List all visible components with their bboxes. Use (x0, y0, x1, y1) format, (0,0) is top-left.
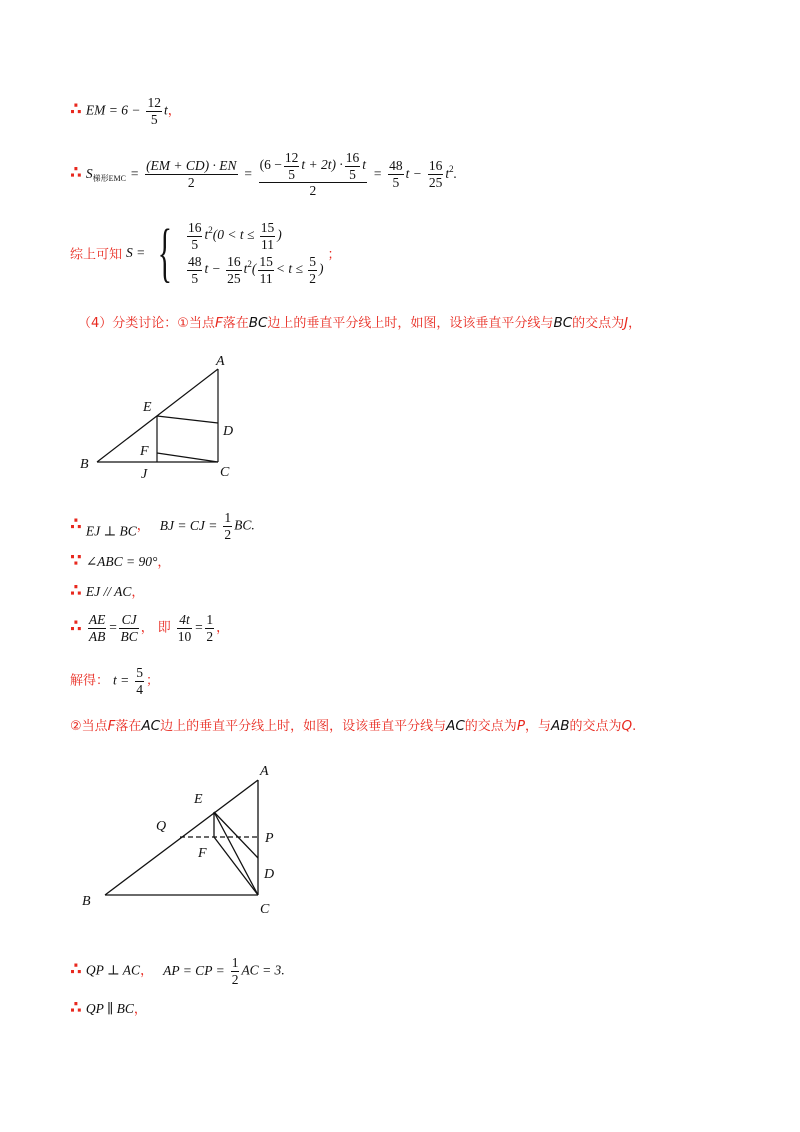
therefore-symbol: ∴ (70, 581, 82, 601)
numerator: 15 (260, 220, 275, 235)
therefore-symbol: ∴ (70, 99, 82, 120)
text: 的交点为 (572, 316, 625, 331)
var-t: t (204, 227, 209, 243)
solution-label: 解得： (70, 673, 110, 689)
var-t: t (445, 165, 450, 181)
eq-area (70, 150, 457, 199)
denominator: 2 (309, 183, 317, 199)
fraction (119, 612, 138, 644)
em-lhs: EM = 6 − (85, 102, 141, 118)
numerator: 5 (309, 254, 316, 270)
fraction (135, 665, 144, 697)
denominator: 11 (259, 270, 273, 286)
numerator: 16 (428, 158, 443, 174)
text: ，与 (524, 719, 551, 734)
label-q: Q (156, 819, 167, 834)
fraction (187, 220, 203, 252)
therefore-symbol: ∴ (70, 514, 82, 535)
numerator: 12 (284, 150, 299, 165)
namely-label: 即 (157, 620, 171, 636)
punct: . (251, 517, 255, 533)
condition-close: ) (277, 227, 282, 243)
condition: < t ≤ (275, 261, 303, 277)
num-part: (6 − (259, 157, 282, 173)
denominator: 2 (187, 174, 195, 190)
segment-label: AB (550, 718, 570, 734)
numerator: 16 (345, 150, 360, 165)
text: 边上的垂直平分线上时，如图，设该垂直平分线与 (160, 719, 447, 734)
numerator: 48 (389, 158, 403, 174)
punct: ， (140, 963, 154, 979)
text: . (632, 719, 637, 734)
punct: ； (146, 673, 160, 689)
denominator: 2 (206, 628, 214, 644)
statement: EJ // AC (85, 584, 132, 599)
numerator: (EM + CD) · EN (146, 158, 237, 174)
point-label: P (516, 718, 525, 734)
denominator: 25 (428, 174, 443, 190)
term: t − (204, 261, 221, 277)
punct: ， (133, 1002, 147, 1017)
var-t: t (163, 102, 168, 118)
area-symbol: S = (126, 245, 146, 261)
text: 落在 (222, 316, 249, 331)
numerator: 15 (259, 254, 273, 270)
label-a: A (216, 354, 225, 369)
area-symbol: S (85, 165, 93, 181)
term: t − (405, 165, 422, 181)
piecewise-summary (70, 218, 341, 288)
punct: ， (216, 620, 230, 636)
denominator: 5 (150, 111, 158, 127)
label-a: A (260, 764, 269, 779)
equals: = (129, 165, 140, 181)
numerator: 16 (227, 254, 241, 270)
case-discussion-1 (78, 312, 641, 331)
equals: = (194, 619, 204, 635)
denominator: AB (88, 628, 106, 644)
summary-label: 综上可知 (70, 247, 123, 263)
statement: BC (234, 517, 252, 533)
because-symbol: ∵ (70, 551, 82, 571)
figure-1 (70, 345, 270, 485)
punct: ； (327, 247, 341, 263)
fraction (146, 95, 162, 127)
eq-perp-1 (70, 510, 255, 542)
label-d: D (223, 424, 234, 439)
segment-ed (214, 812, 258, 858)
fraction (205, 612, 214, 644)
denominator: 4 (136, 681, 144, 697)
punct: ， (157, 555, 171, 570)
label-p: P (265, 831, 274, 846)
inner-fraction (345, 150, 361, 182)
equals: = (243, 165, 253, 181)
segment-label: BC (248, 315, 268, 331)
punct: ， (167, 103, 181, 119)
denominator: 2 (224, 526, 232, 542)
denominator: 5 (288, 166, 296, 182)
var-t: t (243, 261, 248, 277)
text: 边上的垂直平分线上时，如图，设该垂直平分线与 (267, 316, 554, 331)
point-label: J (624, 315, 629, 331)
text: 的交点为 (569, 719, 622, 734)
condition-close: ) (319, 261, 324, 277)
eq-parallel-2 (70, 998, 147, 1018)
condition: (0 < t ≤ (212, 227, 255, 243)
fraction (258, 254, 274, 286)
numerator: 1 (206, 612, 214, 627)
segment-label: BC (553, 315, 573, 331)
solution-1 (70, 665, 159, 697)
denominator: 2 (231, 971, 239, 987)
eq-ratio (70, 612, 229, 644)
fraction (259, 150, 367, 199)
statement: ∠ABC = 90° (85, 554, 158, 569)
exponent: 2 (208, 225, 213, 236)
eq-parallel-1 (70, 581, 144, 601)
label-f: F (198, 846, 207, 861)
fraction (226, 254, 242, 286)
segment-ed (157, 416, 218, 423)
statement: t = (113, 672, 130, 688)
fraction (388, 158, 404, 190)
segment-label: AC (446, 718, 465, 734)
numerator: CJ (119, 612, 138, 629)
label-b: B (80, 457, 89, 472)
statement: QP ∥ BC (85, 1001, 134, 1016)
statement: AP = CP = (163, 962, 225, 978)
punct: . (453, 165, 458, 181)
label-d: D (264, 867, 275, 882)
fraction (177, 612, 193, 644)
fraction (223, 510, 232, 542)
text: ， (628, 316, 642, 331)
numerator: 12 (147, 95, 161, 110)
denominator: 11 (260, 236, 274, 252)
denominator: BC (120, 628, 138, 644)
denominator: 25 (227, 270, 241, 286)
cases (185, 218, 324, 288)
fraction (428, 158, 444, 190)
denominator: 10 (177, 628, 192, 644)
punct: . (281, 962, 285, 978)
numerator: 4t (177, 612, 193, 629)
point-label: Q (621, 718, 633, 734)
fraction (88, 612, 107, 644)
segment-fc (214, 837, 258, 895)
therefore-symbol: ∴ (70, 162, 82, 183)
exponent: 2 (247, 259, 252, 270)
numerator: 48 (187, 254, 202, 270)
eq-angle (70, 551, 170, 571)
punct: ， (131, 585, 145, 600)
point-label: F (214, 315, 223, 331)
text: （4）分类讨论：①当点 (78, 316, 215, 331)
left-brace: { (157, 216, 173, 290)
denominator: 2 (309, 270, 316, 286)
condition: ( (251, 261, 257, 277)
fraction (260, 220, 276, 252)
segment-label: AC (141, 718, 161, 734)
exponent: 2 (449, 163, 454, 174)
punct: ， (140, 620, 154, 636)
statement: QP ⊥ AC (85, 962, 141, 978)
statement: AC = 3 (241, 962, 282, 978)
numerator: 5 (136, 665, 144, 680)
eq-em (70, 95, 181, 127)
segment-fc (157, 453, 218, 462)
point-label: F (107, 718, 116, 734)
punct: ， (136, 518, 150, 534)
inner-fraction (284, 150, 300, 182)
statement: BJ = CJ = (159, 517, 218, 533)
label-e: E (194, 792, 203, 807)
label-b: B (82, 894, 91, 909)
therefore-symbol: ∴ (70, 959, 82, 980)
numerator: 16 (187, 220, 202, 235)
case-discussion-2 (70, 715, 636, 734)
eq-perp-2 (70, 955, 285, 987)
label-e: E (143, 400, 152, 415)
numerator: 1 (231, 955, 239, 970)
denominator: 5 (191, 236, 199, 252)
denominator: 5 (191, 270, 199, 286)
area-subscript: 梯形EMC (92, 173, 126, 183)
numerator: AE (88, 612, 106, 627)
fraction (231, 955, 240, 987)
denominator: 5 (392, 174, 400, 190)
equals: = (108, 619, 118, 635)
case-1 (185, 220, 324, 252)
fraction (308, 254, 317, 286)
label-c: C (260, 902, 270, 917)
fraction (145, 158, 237, 190)
num-part: t + 2t) · (301, 157, 343, 173)
equals: = (373, 165, 383, 181)
label-f: F (140, 444, 149, 459)
text: 的交点为 (464, 719, 517, 734)
therefore-symbol: ∴ (70, 616, 82, 637)
denominator: 5 (349, 166, 356, 182)
fraction (187, 254, 203, 286)
figure-2 (70, 755, 300, 920)
case-2 (185, 254, 324, 286)
num-part: t (362, 157, 367, 173)
label-c: C (220, 465, 230, 480)
segment-ec (214, 812, 258, 895)
text: ②当点 (70, 719, 108, 734)
therefore-symbol: ∴ (70, 998, 82, 1018)
label-j: J (141, 467, 148, 482)
text: 落在 (115, 719, 142, 734)
statement: EJ ⊥ BC (85, 523, 137, 539)
numerator: 1 (224, 510, 232, 525)
